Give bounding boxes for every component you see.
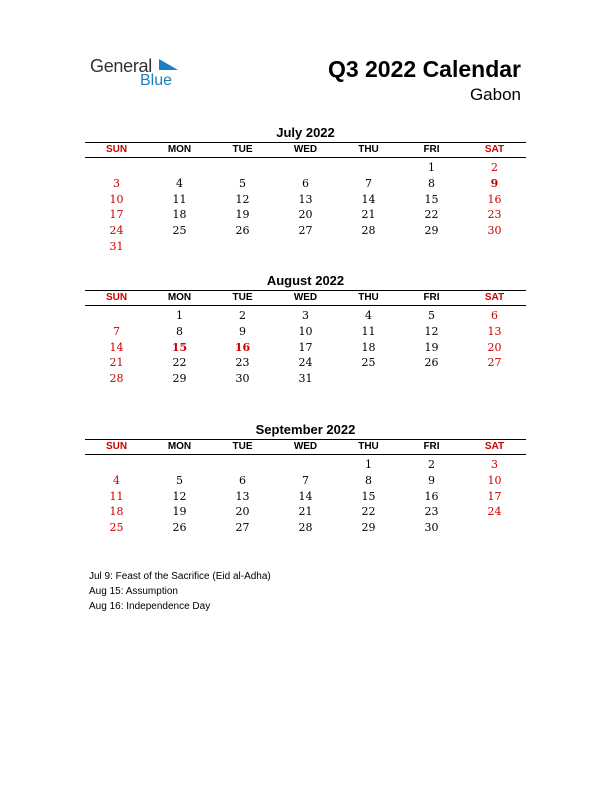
day-cell: 22 [424,208,439,222]
day-cell: 16 [487,192,502,206]
empty-cell [274,160,337,176]
day-cell: 25 [109,521,124,535]
day-cell: 6 [239,473,246,487]
day-cell: 4 [365,309,372,322]
empty-cell [85,308,148,324]
day-cell: 5 [428,309,435,322]
day-cell: 20 [235,505,250,519]
day-cell: 9 [239,324,246,338]
month-title: July 2022 [276,125,335,140]
weekday-sun: SUN [105,441,128,452]
month-september [85,421,526,536]
weekday-tue: TUE [232,292,253,303]
day-cell: 16 [234,340,251,354]
day-cell: 20 [487,340,502,354]
day-cell: 2 [491,161,498,174]
day-cell: 23 [487,208,502,222]
weekday-fri: FRI [423,292,440,303]
day-cell: 30 [487,224,502,238]
empty-cell [337,160,400,176]
day-cell: 4 [113,473,120,487]
day-cell: 25 [361,356,376,370]
day-cell: 7 [113,324,120,338]
day-cell: 2 [428,458,435,471]
day-cell: 14 [298,489,313,503]
day-cell: 3 [491,458,498,471]
day-cell: 14 [109,340,124,354]
day-cell: 5 [239,176,246,190]
empty-cell [85,457,148,473]
day-cell: 7 [302,473,309,487]
country-name: Gabon [469,85,521,104]
day-cell: 19 [172,505,187,519]
day-cell: 28 [361,224,376,238]
empty-cell [85,160,148,176]
day-cell: 18 [109,505,124,519]
weekday-sat: SAT [484,441,505,452]
weekday-header [85,142,526,158]
day-cell: 27 [298,224,313,238]
empty-cell [211,457,274,473]
day-cell: 26 [424,356,439,370]
day-cell: 18 [361,340,376,354]
weekday-wed: WED [293,144,318,155]
empty-cell [148,457,211,473]
day-cell: 18 [172,208,187,222]
day-cell: 4 [176,176,183,190]
day-cell: 22 [361,505,376,519]
weekday-fri: FRI [423,441,440,452]
day-cell: 30 [424,521,439,535]
day-cell: 22 [172,356,187,370]
holiday-note: Aug 15: Assumption [89,586,178,597]
weekday-thu: THU [358,441,379,452]
day-cell: 1 [428,161,435,174]
logo-triangle-icon [159,59,178,70]
month-august [85,272,526,387]
day-cell: 1 [365,458,372,471]
holiday-note: Jul 9: Feast of the Sacrifice (Eid al-Adha) [89,571,271,582]
day-cell: 21 [298,505,313,519]
day-cell: 8 [428,176,435,190]
day-cell: 10 [109,192,124,206]
month-title: August 2022 [266,273,345,288]
holiday-notes [89,569,271,614]
weekday-sat: SAT [484,144,505,155]
day-cell: 30 [235,372,250,386]
day-cell: 8 [365,473,372,487]
empty-cell [274,457,337,473]
day-cell: 24 [298,356,313,370]
day-cell: 13 [487,324,502,338]
weekday-mon: MON [167,292,192,303]
day-cell: 7 [365,176,372,190]
month-july [85,124,526,255]
day-cell: 28 [298,521,313,535]
weekday-sat: SAT [484,292,505,303]
day-cell: 29 [424,224,439,238]
day-cell: 12 [172,489,187,503]
day-cell: 24 [487,505,502,519]
day-cell: 15 [361,489,376,503]
holiday-note: Aug 16: Independence Day [89,601,211,612]
weekday-wed: WED [293,441,318,452]
day-cell: 14 [361,192,376,206]
day-cell: 27 [487,356,502,370]
day-cell: 6 [491,309,498,322]
day-cell: 23 [235,356,250,370]
day-cell: 24 [109,224,124,238]
day-cell: 9 [428,473,435,487]
day-cell: 3 [302,309,309,322]
day-cell: 10 [487,473,502,487]
day-cell: 28 [109,372,124,386]
day-grid [85,160,526,255]
day-grid [85,308,526,387]
weekday-header [85,290,526,306]
day-cell: 11 [109,489,124,503]
logo-text-general: General [90,56,152,76]
day-cell: 13 [235,489,250,503]
day-cell: 15 [171,340,188,354]
day-cell: 2 [239,309,246,322]
day-cell: 3 [113,176,120,190]
empty-cell [148,160,211,176]
day-cell: 1 [176,309,183,322]
day-cell: 16 [424,489,439,503]
day-cell: 17 [109,208,124,222]
day-cell: 26 [235,224,250,238]
weekday-mon: MON [167,441,192,452]
empty-cell [211,160,274,176]
day-cell: 19 [424,340,439,354]
page-title: Q3 2022 Calendar [327,56,521,82]
day-cell: 10 [298,324,313,338]
generalblue-logo [90,56,200,96]
day-cell: 17 [298,340,313,354]
day-cell: 21 [361,208,376,222]
day-cell: 11 [172,192,187,206]
weekday-tue: TUE [232,144,253,155]
day-cell: 15 [424,192,439,206]
weekday-header [85,439,526,455]
day-cell: 8 [176,324,183,338]
weekday-sun: SUN [105,144,128,155]
day-cell: 19 [235,208,250,222]
day-cell: 12 [424,324,439,338]
day-cell: 29 [172,372,187,386]
day-cell: 20 [298,208,313,222]
weekday-thu: THU [358,292,379,303]
day-cell: 13 [298,192,313,206]
weekday-tue: TUE [232,441,253,452]
month-title: September 2022 [255,422,356,437]
day-cell: 9 [490,176,499,190]
weekday-fri: FRI [423,144,440,155]
day-cell: 27 [235,521,250,535]
day-grid [85,457,526,536]
day-cell: 21 [109,356,124,370]
day-cell: 11 [361,324,376,338]
day-cell: 5 [176,473,183,487]
day-cell: 31 [109,239,124,253]
day-cell: 17 [487,489,502,503]
logo-text-blue: Blue [140,72,173,89]
weekday-sun: SUN [105,292,128,303]
day-cell: 29 [361,521,376,535]
weekday-wed: WED [293,292,318,303]
day-cell: 25 [172,224,187,238]
day-cell: 12 [235,192,250,206]
day-cell: 26 [172,521,187,535]
day-cell: 31 [298,372,313,386]
weekday-mon: MON [167,144,192,155]
day-cell: 6 [302,176,309,190]
weekday-thu: THU [358,144,379,155]
day-cell: 23 [424,505,439,519]
